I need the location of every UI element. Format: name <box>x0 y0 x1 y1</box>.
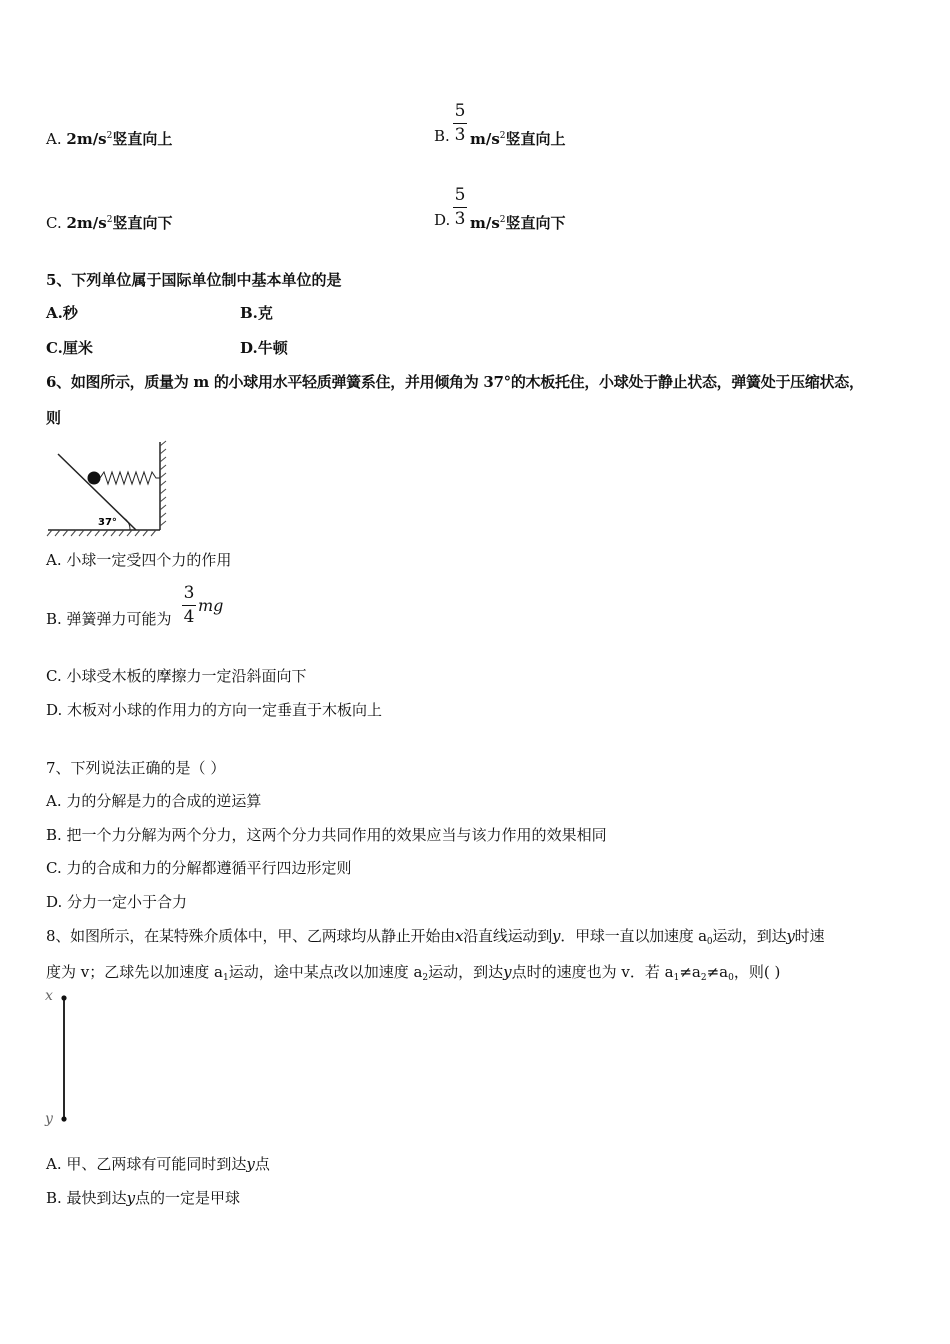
q5-option-a: A.秒 <box>46 304 78 322</box>
q4-option-d-fraction <box>453 186 467 228</box>
q8-line1-e: 时速 <box>794 927 825 945</box>
q5-option-b: B.克 <box>240 304 273 322</box>
label-x: x <box>45 988 53 1004</box>
fraction-bar <box>453 207 467 208</box>
q8-line2-e: ≠a <box>679 963 701 981</box>
q4-option-b-tail <box>470 126 566 149</box>
q4-option-b-fraction <box>453 102 467 144</box>
q4-option-b-den: 3 <box>454 125 466 145</box>
q8-line1-c: ．甲球一直以加速度 a <box>560 927 707 945</box>
q4-option-c-exp: 2 <box>106 215 113 225</box>
ball <box>88 472 101 485</box>
q4-option-a-dir: 竖直向上 <box>112 130 173 148</box>
q8-line2-sub2: 2 <box>422 973 429 983</box>
q8-line1-sub0: 0 <box>706 937 713 947</box>
q4-option-a-letter: A. <box>46 130 62 148</box>
q4-option-d-den: 3 <box>454 209 466 229</box>
q8-figure <box>40 986 80 1126</box>
q8-line2-b: 运动，途中某点改以加速度 a <box>228 963 423 981</box>
q8-line2-c: 运动，到达 <box>428 963 504 981</box>
q8-option-a-post: 点 <box>254 1155 270 1173</box>
q4-option-c-dir: 竖直向下 <box>112 214 173 232</box>
q4-option-a-exp: 2 <box>106 131 113 141</box>
q6-stem-line2: 则 <box>46 409 62 427</box>
q7-option-a: A. 力的分解是力的合成的逆运算 <box>46 792 262 810</box>
q8-option-b-pre: B. 最快到达 <box>46 1189 127 1207</box>
q6-option-b-num: 3 <box>183 583 195 603</box>
q8-line1-b: 沿直线运动到 <box>463 927 553 945</box>
q5-stem: 5、下列单位属于国际单位制中基本单位的是 <box>46 271 342 289</box>
q6-option-b-prefix: B. 弹簧弹力可能为 <box>46 610 172 628</box>
q8-line1-y2: y <box>786 927 795 945</box>
q7-stem: 7、下列说法正确的是（ ） <box>46 759 226 777</box>
q8-line2-s2: 2 <box>700 973 707 983</box>
q8-line1-a: 8、如图所示，在某特殊介质体中，甲、乙两球均从静止开始由 <box>46 927 455 945</box>
q4-option-d-exp: 2 <box>499 215 506 225</box>
q8-line2-s0: 0 <box>728 973 734 983</box>
q8-stem-line1 <box>46 926 824 952</box>
q4-option-d-letter: D. <box>434 211 451 229</box>
q6-figure <box>46 440 176 540</box>
q4-option-b-num: 5 <box>454 101 466 121</box>
q4-option-a-value: 2m/s <box>66 130 107 148</box>
q5-option-c: C.厘米 <box>46 339 93 357</box>
ground-hatch <box>47 530 156 536</box>
q7-option-b: B. 把一个力分解为两个分力，这两个分力共同作用的效果应当与该力作用的效果相同 <box>46 826 607 844</box>
q6-option-d: D. 木板对小球的作用力的方向一定垂直于木板向上 <box>46 701 383 719</box>
q8-line2-y: y <box>503 963 512 981</box>
q4-option-b-letter: B. <box>434 127 450 145</box>
q8-line2-a: 度为 v；乙球先以加速度 a <box>46 963 223 981</box>
q8-line2-s1: 1 <box>673 973 680 983</box>
label-y: y <box>45 1111 53 1127</box>
q8-line1-d: 运动，到达 <box>712 927 787 945</box>
q5-option-d: D.牛顿 <box>240 339 288 357</box>
fraction-bar <box>182 605 196 606</box>
q8-option-a-pre: A. 甲、乙两球有可能同时到达 <box>46 1155 247 1173</box>
q4-option-a <box>46 126 172 149</box>
q6-option-b-mg: mg <box>198 596 224 615</box>
q4-option-b-dir: 竖直向上 <box>505 130 566 148</box>
point-x <box>61 995 66 1000</box>
point-y <box>61 1116 66 1121</box>
q4-option-c-letter: C. <box>46 214 62 232</box>
q6-option-a: A. 小球一定受四个力的作用 <box>46 551 232 569</box>
q8-option-b-post: 点的一定是甲球 <box>135 1189 241 1207</box>
q4-option-d-num: 5 <box>454 185 466 205</box>
q7-option-d: D. 分力一定小于合力 <box>46 893 188 911</box>
q8-option-b <box>46 1188 240 1208</box>
q8-line2-sub1: 1 <box>222 973 229 983</box>
q6-option-b-fraction <box>182 584 196 626</box>
q6-stem-line1: 6、如图所示，质量为 m 的小球用水平轻质弹簧系住，并用倾角为 37°的木板托住，小球处于静止状态，弹簧处于压缩状态， <box>46 373 864 391</box>
angle-label: 37° <box>98 517 117 528</box>
q4-option-b-exp: 2 <box>499 131 506 141</box>
q8-option-b-y: y <box>126 1189 136 1207</box>
q7-option-c: C. 力的合成和力的分解都遵循平行四边形定则 <box>46 859 352 877</box>
q8-line1-y: y <box>552 927 561 945</box>
spring <box>100 472 160 484</box>
q4-option-d-tail <box>470 210 566 233</box>
q4-option-d-unit: m/s <box>470 214 500 232</box>
q8-option-a <box>46 1154 270 1174</box>
q6-option-c: C. 小球受木板的摩擦力一定沿斜面向下 <box>46 667 307 685</box>
wall-hatch <box>160 441 166 526</box>
q4-option-d-dir: 竖直向下 <box>505 214 566 232</box>
q8-option-a-y: y <box>246 1155 255 1173</box>
q8-stem-line2 <box>46 962 780 988</box>
q8-line2-f: ≠a <box>706 963 729 981</box>
q8-line2-g: ，则( ) <box>733 963 781 981</box>
q8-line1-x: x <box>454 927 464 945</box>
fraction-bar <box>453 123 467 124</box>
q8-line2-d: 点时的速度也为 v．若 a <box>511 963 674 981</box>
q4-option-b-unit: m/s <box>470 130 500 148</box>
q6-option-b-den: 4 <box>183 607 195 627</box>
q4-option-c-value: 2m/s <box>66 214 107 232</box>
q4-option-c <box>46 210 172 233</box>
